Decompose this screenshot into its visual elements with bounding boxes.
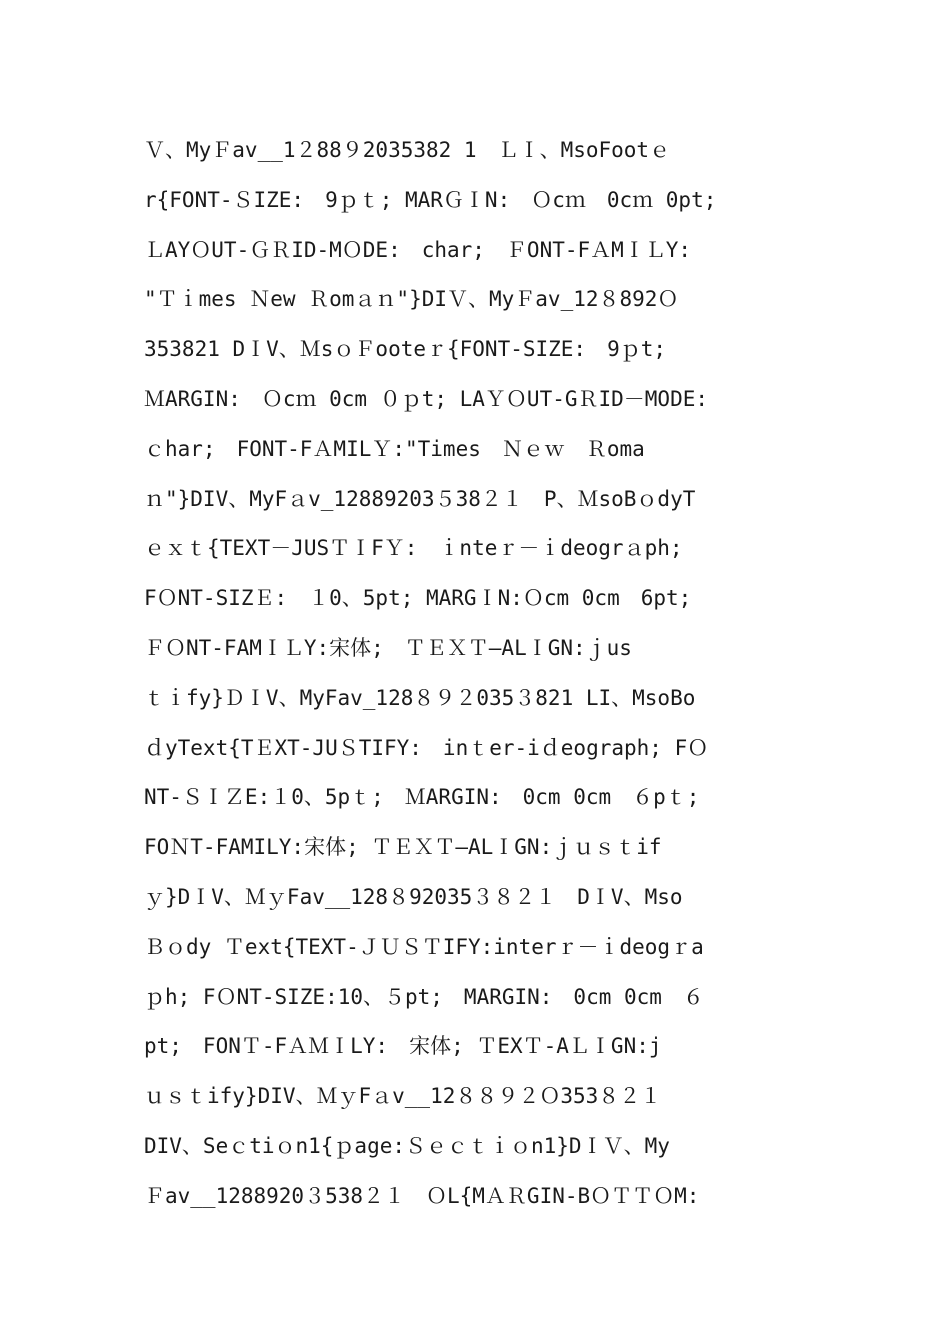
text-line: ＦＯNT-FAMＩＬY:宋体; ＴＥＸＴ—ALＩGN:ｊus bbox=[144, 635, 632, 660]
text-line: "Ｔｉmes Ｎew Ｒomａｎ"}DIＶ、MyＦav_12８892Ｏ bbox=[144, 287, 679, 312]
text-line: ｎ"}DIV、MyFａv_12889203５38２１ P、ＭsoBｏdyT bbox=[144, 486, 696, 511]
text-line: ｅｘｔ{TEXT－JUSＴＩFＹ: ｉnteｒ－ｉdeogrａph; bbox=[144, 536, 683, 561]
text-line: FＯNT-SIZＥ: １0、5pt; MARGＩN:Ｏcm 0cm 6pt; bbox=[144, 586, 692, 611]
text-line: ｃhar; FONT-FＡMILＹ:"Times Ｎｅｗ Ｒoma bbox=[144, 436, 645, 461]
text-line: ｐh; FＯNT-SIZE:10、５pt; MARGIN: 0cm 0cm ６ bbox=[144, 984, 704, 1009]
text-line: 353821 DＩV、ＭsｏＦooteｒ{FONT-SIZE: 9ｐt; bbox=[144, 337, 667, 362]
text-line: r{FONT-ＳIZE: 9ｐｔ; MARＧＩN: Ｏcｍ 0cｍ 0pt; bbox=[144, 187, 717, 212]
text-line: ＭARGIN: Ｏcｍ 0cm ０ｐt; LAＹＯUT-GＲID－MODE: bbox=[144, 386, 709, 411]
text-line: ｔｉfy}ＤＩV、MyFav_128８９２035３821 LI、MsoBo bbox=[144, 685, 696, 710]
text-line: NT-ＳＩＺE:１0、5pｔ; ＭARGIN: 0cm 0cm ６pｔ; bbox=[144, 785, 700, 810]
text-line: ｙ}DＩV、ＭｙFav__128８92035３８２１ DＩV、Mso bbox=[144, 884, 683, 909]
text-line: pt; FONＴ-FＡＭＩLY: 宋体; ＴEXＴ-AＬＩGN:j bbox=[144, 1034, 662, 1059]
text-line: Ｆav__1288920３538２１ ＯL{MＡＲGIN-BＯＴＴＯM: bbox=[144, 1183, 700, 1208]
text-line: DIV、Seｃtiｏn1{ｐage:Ｓｅｃｔｉｏn1}DＩＶ、My bbox=[144, 1133, 670, 1158]
body-text bbox=[144, 126, 814, 1222]
text-line: ＬAYＯUT-ＧＲID-MＯDE: char; ＦONT-FＡMＩＬY: bbox=[144, 237, 692, 262]
text-line: ｄyText{TＥXT-JUＳTIFY: inｔer-iｄeograph; FＯ bbox=[144, 735, 709, 760]
text-line: FOＮT-FAMILY:宋体; ＴＥＸＴ—ALＩGN:ｊｕｓｔif bbox=[144, 835, 662, 860]
text-line: ｕｓｔify}DIV、ＭｙFａv__12８８９２Ｏ353８２１ bbox=[144, 1084, 662, 1109]
text-line: Ｖ、MyＦav__1２88９2035382 1 ＬＩ、MsoFootｅ bbox=[144, 138, 671, 162]
text-line: Ｂｏdy Ｔext{TEXT-ＪＵＳＴIFY:interｒ－ｉdeogｒa bbox=[144, 934, 704, 959]
